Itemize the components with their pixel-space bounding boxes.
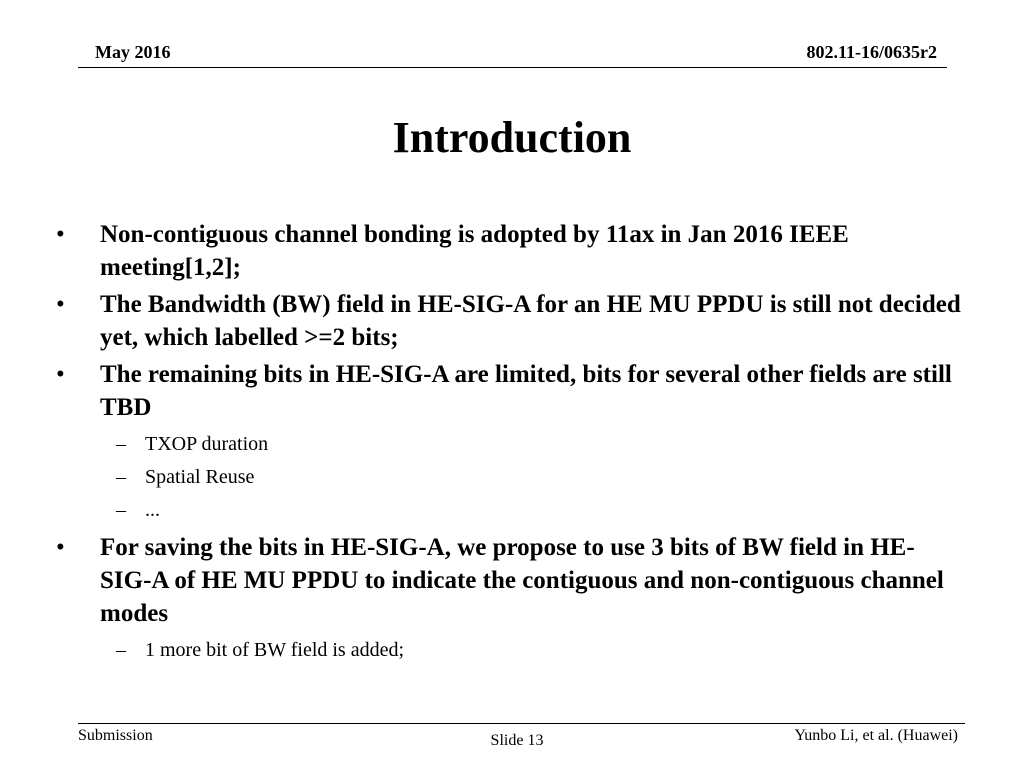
document-id: 802.11-16/0635r2 — [806, 42, 937, 62]
bullet-item — [56, 358, 966, 424]
footer-submission: Submission — [78, 727, 153, 744]
sub-bullet-item — [56, 634, 966, 667]
bullet-text: For saving the bits in HE-SIG-A, we propose to use 3 bits of BW field in HE-SIG-A of HE MU PPDU to indicate the contiguous and non-contiguous channel modes — [100, 534, 944, 627]
bullet-text: Non-contiguous channel bonding is adopted by 11ax in Jan 2016 IEEE meeting[1,2]; — [100, 221, 849, 281]
header-date: May 2016 — [95, 42, 171, 62]
sub-bullet-item — [56, 494, 966, 527]
bullet-text: The remaining bits in HE-SIG-A are limited, bits for several other fields are still TBD — [100, 361, 952, 421]
sub-bullet-marker: – — [116, 433, 126, 455]
slide-body — [56, 218, 966, 667]
sub-bullet-marker: – — [116, 499, 126, 521]
bullet-text: The Bandwidth (BW) field in HE-SIG-A for an HE MU PPDU is still not decided yet, which labelled >=2 bits; — [100, 291, 961, 351]
sub-bullet-marker: – — [116, 639, 126, 661]
bullet-item — [56, 288, 966, 354]
slide-title: Introduction — [392, 113, 632, 162]
sub-bullet-text: 1 more bit of BW field is added; — [145, 639, 405, 661]
bullet-item — [56, 218, 966, 284]
footer-divider — [78, 723, 965, 724]
sub-bullet-marker: – — [116, 466, 126, 488]
sub-bullet-item — [56, 461, 966, 494]
header-divider — [78, 67, 947, 68]
bullet-marker: • — [56, 534, 65, 561]
bullet-marker: • — [56, 361, 65, 388]
bullet-marker: • — [56, 291, 65, 318]
slide-number: Slide 13 — [490, 732, 544, 749]
sub-bullet-text: Spatial Reuse — [145, 466, 255, 488]
sub-bullet-text: ... — [145, 499, 160, 521]
bullet-marker: • — [56, 221, 65, 248]
bullet-item — [56, 531, 966, 630]
footer-author: Yunbo Li, et al. (Huawei) — [794, 727, 958, 744]
sub-bullet-text: TXOP duration — [145, 433, 269, 455]
sub-bullet-item — [56, 428, 966, 461]
